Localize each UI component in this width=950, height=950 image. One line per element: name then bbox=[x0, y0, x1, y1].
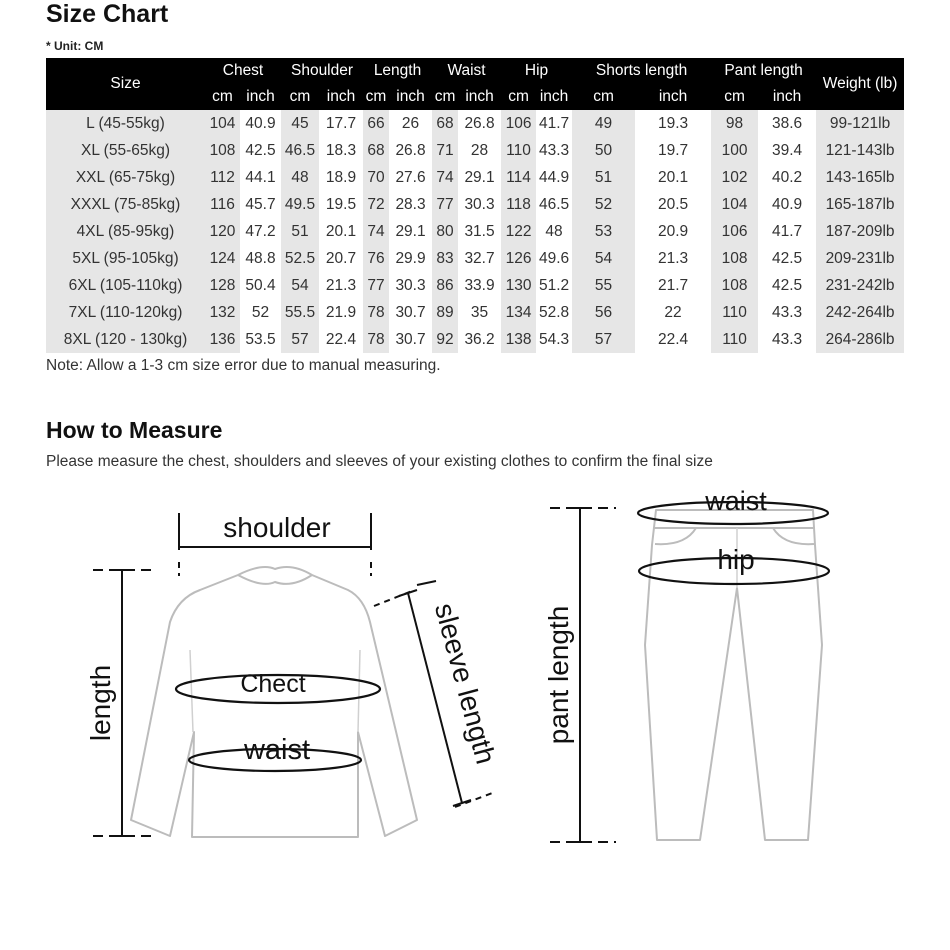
value-cell: 27.6 bbox=[389, 164, 432, 191]
page-title: Size Chart bbox=[46, 0, 169, 28]
unit-header-cm: cm bbox=[432, 84, 458, 110]
value-cell: 30.7 bbox=[389, 326, 432, 353]
value-cell: 26 bbox=[389, 110, 432, 137]
value-cell: 104 bbox=[711, 191, 758, 218]
value-cell: 49.6 bbox=[536, 245, 572, 272]
unit-header-cm: cm bbox=[572, 84, 635, 110]
value-cell: 54 bbox=[281, 272, 319, 299]
value-cell: 78 bbox=[363, 299, 389, 326]
weight-header: Weight (lb) bbox=[816, 58, 904, 110]
table-row bbox=[46, 110, 904, 137]
value-cell: 120 bbox=[205, 218, 240, 245]
value-cell: 77 bbox=[432, 191, 458, 218]
value-cell: 30.7 bbox=[389, 299, 432, 326]
value-cell: 48.8 bbox=[240, 245, 281, 272]
value-cell: 18.3 bbox=[319, 137, 363, 164]
value-cell: 126 bbox=[501, 245, 536, 272]
value-cell: 138 bbox=[501, 326, 536, 353]
value-cell: 38.6 bbox=[758, 110, 816, 137]
value-cell: 100 bbox=[711, 137, 758, 164]
value-cell: 112 bbox=[205, 164, 240, 191]
value-cell: 40.9 bbox=[758, 191, 816, 218]
table-row bbox=[46, 164, 904, 191]
value-cell: 48 bbox=[536, 218, 572, 245]
size-cell: 5XL (95-105kg) bbox=[46, 245, 205, 272]
value-cell: 68 bbox=[363, 137, 389, 164]
value-cell: 44.1 bbox=[240, 164, 281, 191]
size-header: Size bbox=[46, 58, 205, 110]
value-cell: 42.5 bbox=[758, 272, 816, 299]
value-cell: 72 bbox=[363, 191, 389, 218]
value-cell: 20.5 bbox=[635, 191, 711, 218]
value-cell: 46.5 bbox=[281, 137, 319, 164]
value-cell: 110 bbox=[711, 299, 758, 326]
value-cell: 43.3 bbox=[536, 137, 572, 164]
value-cell: 114 bbox=[501, 164, 536, 191]
value-cell: 51 bbox=[572, 164, 635, 191]
group-header: Hip bbox=[501, 58, 572, 84]
value-cell: 83 bbox=[432, 245, 458, 272]
pant-length-label: pant length bbox=[543, 605, 574, 745]
value-cell: 132 bbox=[205, 299, 240, 326]
value-cell: 108 bbox=[205, 137, 240, 164]
measurement-note: Note: Allow a 1-3 cm size error due to manual measuring. bbox=[46, 357, 441, 374]
value-cell: 26.8 bbox=[389, 137, 432, 164]
value-cell: 52.8 bbox=[536, 299, 572, 326]
value-cell: 29.9 bbox=[389, 245, 432, 272]
group-header: Waist bbox=[432, 58, 501, 84]
value-cell: 42.5 bbox=[240, 137, 281, 164]
value-cell: 77 bbox=[363, 272, 389, 299]
value-cell: 108 bbox=[711, 272, 758, 299]
value-cell: 118 bbox=[501, 191, 536, 218]
value-cell: 51.2 bbox=[536, 272, 572, 299]
group-header: Chest bbox=[205, 58, 281, 84]
value-cell: 28.3 bbox=[389, 191, 432, 218]
size-chart-table bbox=[46, 58, 904, 353]
unit-header-cm: cm bbox=[501, 84, 536, 110]
value-cell: 52 bbox=[572, 191, 635, 218]
shoulder-label: shoulder bbox=[223, 512, 331, 543]
value-cell: 52 bbox=[240, 299, 281, 326]
value-cell: 40.9 bbox=[240, 110, 281, 137]
unit-header-cm: cm bbox=[711, 84, 758, 110]
size-cell: L (45-55kg) bbox=[46, 110, 205, 137]
value-cell: 124 bbox=[205, 245, 240, 272]
value-cell: 21.9 bbox=[319, 299, 363, 326]
value-cell: 122 bbox=[501, 218, 536, 245]
value-cell: 19.3 bbox=[635, 110, 711, 137]
value-cell: 17.7 bbox=[319, 110, 363, 137]
chest-label: Chect bbox=[240, 670, 306, 698]
value-cell: 53.5 bbox=[240, 326, 281, 353]
value-cell: 57 bbox=[281, 326, 319, 353]
value-cell: 40.2 bbox=[758, 164, 816, 191]
value-cell: 264-286lb bbox=[816, 326, 904, 353]
value-cell: 106 bbox=[501, 110, 536, 137]
value-cell: 22 bbox=[635, 299, 711, 326]
value-cell: 35 bbox=[458, 299, 501, 326]
value-cell: 19.7 bbox=[635, 137, 711, 164]
value-cell: 45.7 bbox=[240, 191, 281, 218]
sleeve-length-label: sleeve length bbox=[428, 599, 502, 768]
value-cell: 29.1 bbox=[458, 164, 501, 191]
value-cell: 50 bbox=[572, 137, 635, 164]
value-cell: 143-165lb bbox=[816, 164, 904, 191]
value-cell: 128 bbox=[205, 272, 240, 299]
value-cell: 76 bbox=[363, 245, 389, 272]
value-cell: 70 bbox=[363, 164, 389, 191]
value-cell: 56 bbox=[572, 299, 635, 326]
value-cell: 52.5 bbox=[281, 245, 319, 272]
value-cell: 28 bbox=[458, 137, 501, 164]
value-cell: 165-187lb bbox=[816, 191, 904, 218]
value-cell: 66 bbox=[363, 110, 389, 137]
value-cell: 57 bbox=[572, 326, 635, 353]
value-cell: 104 bbox=[205, 110, 240, 137]
table-row bbox=[46, 299, 904, 326]
value-cell: 22.4 bbox=[319, 326, 363, 353]
value-cell: 49.5 bbox=[281, 191, 319, 218]
how-to-measure-title: How to Measure bbox=[46, 417, 223, 443]
value-cell: 30.3 bbox=[458, 191, 501, 218]
pants-waist-label: waist bbox=[705, 486, 767, 516]
group-header: Pant length bbox=[711, 58, 816, 84]
value-cell: 43.3 bbox=[758, 326, 816, 353]
value-cell: 55 bbox=[572, 272, 635, 299]
value-cell: 187-209lb bbox=[816, 218, 904, 245]
value-cell: 136 bbox=[205, 326, 240, 353]
group-header: Length bbox=[363, 58, 432, 84]
value-cell: 55.5 bbox=[281, 299, 319, 326]
value-cell: 20.1 bbox=[635, 164, 711, 191]
value-cell: 49 bbox=[572, 110, 635, 137]
group-header: Shoulder bbox=[281, 58, 363, 84]
value-cell: 209-231lb bbox=[816, 245, 904, 272]
value-cell: 106 bbox=[711, 218, 758, 245]
table-row bbox=[46, 326, 904, 353]
value-cell: 71 bbox=[432, 137, 458, 164]
value-cell: 74 bbox=[432, 164, 458, 191]
value-cell: 54 bbox=[572, 245, 635, 272]
value-cell: 41.7 bbox=[536, 110, 572, 137]
waist-label: waist bbox=[243, 734, 311, 766]
value-cell: 29.1 bbox=[389, 218, 432, 245]
hip-label: hip bbox=[717, 544, 755, 575]
value-cell: 48 bbox=[281, 164, 319, 191]
table-row bbox=[46, 191, 904, 218]
value-cell: 231-242lb bbox=[816, 272, 904, 299]
value-cell: 18.9 bbox=[319, 164, 363, 191]
unit-label: * Unit: CM bbox=[46, 39, 104, 53]
unit-header-cm: cm bbox=[363, 84, 389, 110]
length-label: length bbox=[85, 664, 116, 742]
unit-header-cm: cm bbox=[281, 84, 319, 110]
table-row bbox=[46, 218, 904, 245]
unit-header-inch: inch bbox=[758, 84, 816, 110]
value-cell: 30.3 bbox=[389, 272, 432, 299]
value-cell: 51 bbox=[281, 218, 319, 245]
value-cell: 19.5 bbox=[319, 191, 363, 218]
value-cell: 86 bbox=[432, 272, 458, 299]
size-cell: 6XL (105-110kg) bbox=[46, 272, 205, 299]
value-cell: 54.3 bbox=[536, 326, 572, 353]
table-row bbox=[46, 245, 904, 272]
value-cell: 20.1 bbox=[319, 218, 363, 245]
size-cell: XXXL (75-85kg) bbox=[46, 191, 205, 218]
value-cell: 242-264lb bbox=[816, 299, 904, 326]
value-cell: 26.8 bbox=[458, 110, 501, 137]
value-cell: 44.9 bbox=[536, 164, 572, 191]
value-cell: 45 bbox=[281, 110, 319, 137]
value-cell: 68 bbox=[432, 110, 458, 137]
value-cell: 36.2 bbox=[458, 326, 501, 353]
value-cell: 116 bbox=[205, 191, 240, 218]
value-cell: 110 bbox=[501, 137, 536, 164]
value-cell: 32.7 bbox=[458, 245, 501, 272]
value-cell: 53 bbox=[572, 218, 635, 245]
size-cell: 8XL (120 - 130kg) bbox=[46, 326, 205, 353]
value-cell: 43.3 bbox=[758, 299, 816, 326]
table-row bbox=[46, 137, 904, 164]
value-cell: 21.7 bbox=[635, 272, 711, 299]
size-chart-body bbox=[46, 110, 904, 353]
value-cell: 98 bbox=[711, 110, 758, 137]
size-cell: XL (55-65kg) bbox=[46, 137, 205, 164]
value-cell: 50.4 bbox=[240, 272, 281, 299]
value-cell: 47.2 bbox=[240, 218, 281, 245]
value-cell: 121-143lb bbox=[816, 137, 904, 164]
value-cell: 92 bbox=[432, 326, 458, 353]
value-cell: 21.3 bbox=[635, 245, 711, 272]
value-cell: 108 bbox=[711, 245, 758, 272]
value-cell: 134 bbox=[501, 299, 536, 326]
unit-header-inch: inch bbox=[240, 84, 281, 110]
value-cell: 39.4 bbox=[758, 137, 816, 164]
unit-header-cm: cm bbox=[205, 84, 240, 110]
value-cell: 130 bbox=[501, 272, 536, 299]
size-cell: XXL (65-75kg) bbox=[46, 164, 205, 191]
value-cell: 20.9 bbox=[635, 218, 711, 245]
value-cell: 21.3 bbox=[319, 272, 363, 299]
measurement-diagram bbox=[0, 470, 950, 870]
unit-header-inch: inch bbox=[536, 84, 572, 110]
table-row bbox=[46, 272, 904, 299]
value-cell: 102 bbox=[711, 164, 758, 191]
value-cell: 41.7 bbox=[758, 218, 816, 245]
value-cell: 80 bbox=[432, 218, 458, 245]
value-cell: 46.5 bbox=[536, 191, 572, 218]
value-cell: 110 bbox=[711, 326, 758, 353]
value-cell: 78 bbox=[363, 326, 389, 353]
size-cell: 4XL (85-95kg) bbox=[46, 218, 205, 245]
value-cell: 99-121lb bbox=[816, 110, 904, 137]
value-cell: 20.7 bbox=[319, 245, 363, 272]
unit-header-inch: inch bbox=[635, 84, 711, 110]
value-cell: 22.4 bbox=[635, 326, 711, 353]
value-cell: 89 bbox=[432, 299, 458, 326]
how-to-measure-subtitle: Please measure the chest, shoulders and sleeves of your existing clothes to confirm the final size bbox=[46, 453, 713, 470]
size-cell: 7XL (110-120kg) bbox=[46, 299, 205, 326]
value-cell: 74 bbox=[363, 218, 389, 245]
unit-header-inch: inch bbox=[458, 84, 501, 110]
unit-header-inch: inch bbox=[389, 84, 432, 110]
unit-header-inch: inch bbox=[319, 84, 363, 110]
value-cell: 31.5 bbox=[458, 218, 501, 245]
value-cell: 33.9 bbox=[458, 272, 501, 299]
group-header: Shorts length bbox=[572, 58, 711, 84]
value-cell: 42.5 bbox=[758, 245, 816, 272]
